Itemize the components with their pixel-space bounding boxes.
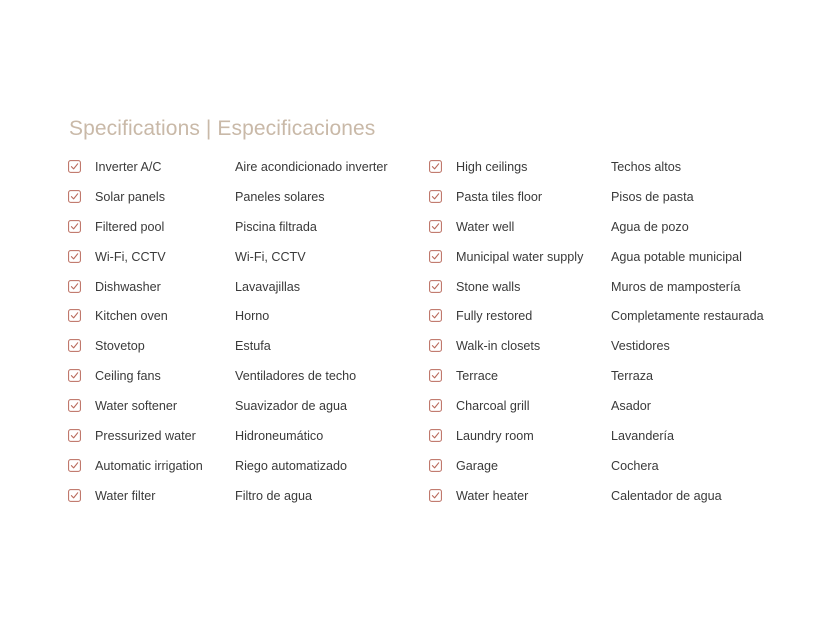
checkbox-check-icon	[68, 190, 81, 203]
spec-label-spanish: Filtro de agua	[235, 488, 313, 503]
spec-label-spanish: Aire acondicionado inverter	[235, 160, 388, 174]
spec-label-english: Water softener	[95, 399, 178, 414]
spec-label-english: Solar panels	[95, 189, 166, 204]
checkbox-check-icon	[429, 339, 442, 352]
spec-label-spanish: Horno	[235, 309, 270, 324]
spec-label-english: Ceiling fans	[95, 369, 161, 384]
checkbox-check-icon	[68, 160, 81, 173]
spec-label-english: Charcoal grill	[456, 399, 530, 414]
spec-label-english: Automatic irrigation	[95, 458, 203, 473]
page-title: Specifications | Especificaciones	[69, 117, 376, 140]
spec-label-spanish: Suavizador de agua	[235, 399, 348, 414]
spec-label-spanish: Piscina filtrada	[235, 219, 317, 234]
spec-label-spanish: Muros de mampostería	[611, 279, 741, 294]
checkbox-check-icon	[68, 369, 81, 382]
checkbox-check-icon	[68, 429, 81, 442]
spec-label-spanish: Riego automatizado	[235, 458, 348, 473]
checkbox-check-icon	[68, 489, 81, 502]
spec-label-spanish: Estufa	[235, 339, 271, 354]
spec-label-english: Pressurized water	[95, 429, 196, 444]
spec-label-english: Wi-Fi, CCTV	[95, 249, 166, 264]
checkbox-check-icon	[429, 190, 442, 203]
spec-label-spanish: Asador	[611, 399, 651, 414]
spec-label-spanish: Agua potable municipal	[611, 249, 742, 264]
checkbox-check-icon	[429, 459, 442, 472]
spec-label-spanish: Terraza	[611, 369, 653, 384]
checkbox-check-icon	[429, 369, 442, 382]
checkbox-check-icon	[68, 399, 81, 412]
spec-label-english: Dishwasher	[95, 279, 161, 294]
spec-label-spanish: Completamente restaurada	[611, 309, 764, 324]
spec-label-english: Filtered pool	[95, 219, 165, 234]
spec-label-spanish: Vestidores	[611, 339, 670, 354]
spec-label-english: High ceilings	[456, 160, 528, 174]
spec-label-english: Pasta tiles floor	[456, 189, 543, 204]
checkbox-check-icon	[429, 220, 442, 233]
spec-label-english: Inverter A/C	[95, 160, 162, 174]
spec-label-spanish: Ventiladores de techo	[235, 369, 357, 384]
spec-label-english: Garage	[456, 458, 499, 473]
checkbox-check-icon	[429, 280, 442, 293]
checkbox-check-icon	[429, 429, 442, 442]
spec-label-english: Water heater	[456, 488, 529, 503]
checkbox-check-icon	[68, 280, 81, 293]
spec-label-english: Stone walls	[456, 279, 521, 294]
spec-label-english: Fully restored	[456, 309, 533, 324]
spec-label-english: Kitchen oven	[95, 309, 168, 324]
checkbox-check-icon	[68, 459, 81, 472]
spec-label-spanish: Wi-Fi, CCTV	[235, 249, 306, 264]
spec-label-english: Stovetop	[95, 339, 145, 354]
checkbox-check-icon	[68, 220, 81, 233]
spec-label-english: Walk-in closets	[456, 339, 541, 354]
checkbox-check-icon	[429, 489, 442, 502]
spec-label-spanish: Paneles solares	[235, 189, 325, 204]
spec-label-english: Water filter	[95, 488, 156, 503]
spec-label-spanish: Agua de pozo	[611, 219, 689, 234]
spec-label-english: Water well	[456, 219, 515, 234]
checkbox-check-icon	[429, 399, 442, 412]
checkbox-check-icon	[429, 309, 442, 322]
spec-label-english: Terrace	[456, 369, 498, 384]
spec-label-spanish: Techos altos	[611, 160, 682, 174]
spec-label-spanish: Cochera	[611, 458, 659, 473]
spec-label-english: Municipal water supply	[456, 249, 584, 264]
checkbox-check-icon	[429, 160, 442, 173]
checkbox-check-icon	[68, 309, 81, 322]
checkbox-check-icon	[68, 250, 81, 263]
spec-label-spanish: Lavavajillas	[235, 279, 301, 294]
checkbox-check-icon	[429, 250, 442, 263]
spec-label-english: Laundry room	[456, 429, 534, 444]
spec-label-spanish: Hidroneumático	[235, 429, 324, 444]
spec-label-spanish: Pisos de pasta	[611, 189, 694, 204]
checkbox-check-icon	[68, 339, 81, 352]
spec-label-spanish: Calentador de agua	[611, 488, 722, 503]
spec-label-spanish: Lavandería	[611, 429, 675, 444]
